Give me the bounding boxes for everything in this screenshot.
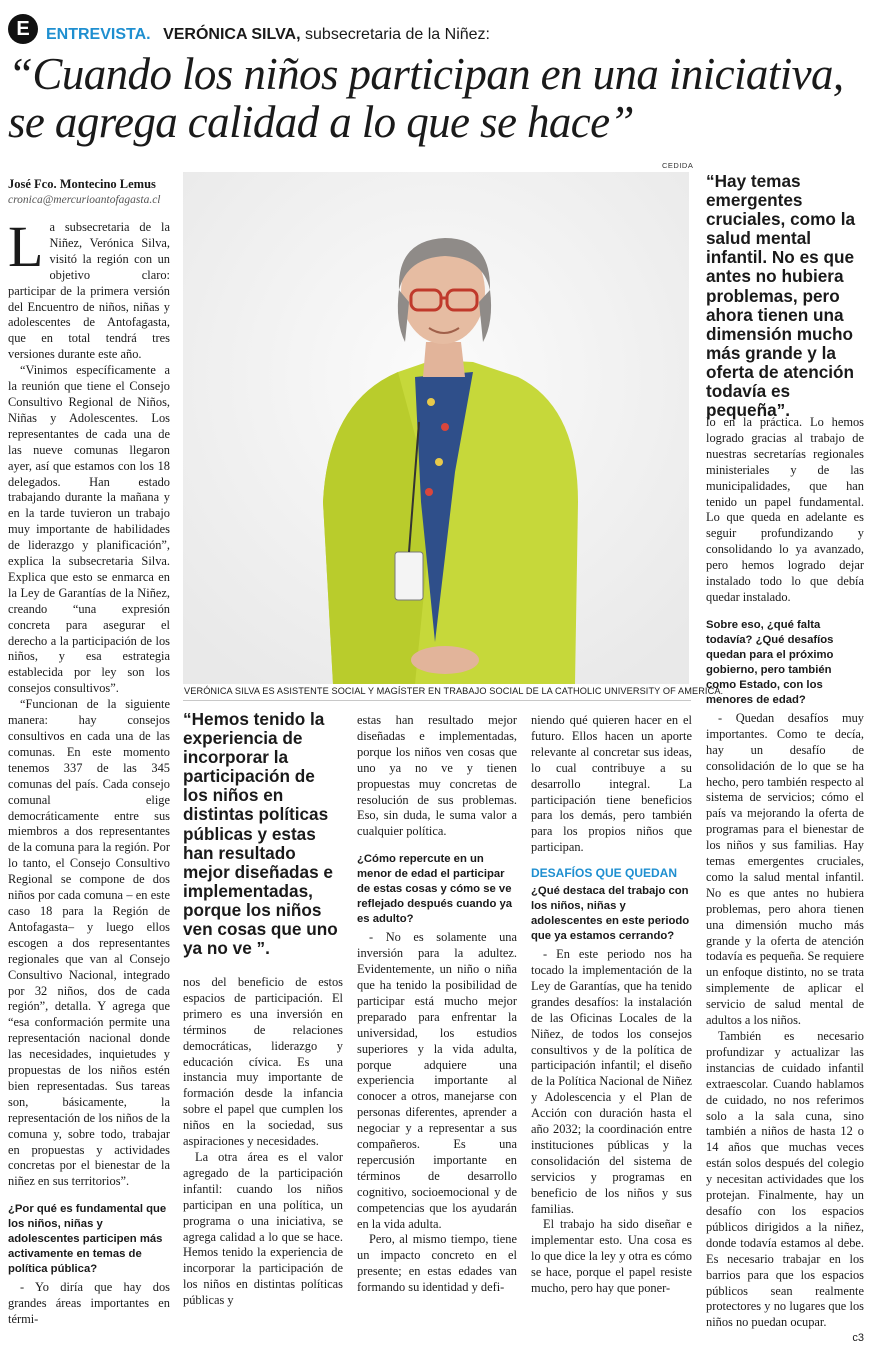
- paragraph: También es necesario profundizar y actualizar las instancias de cuidado infantil extraescolar. Cuando hablamos de cuidado, no nos referimos solo a la sala cuna, sino también a niños de hasta 12 o 14 años que muchas veces están solos después del colegio y necesitan actividades que los protejan. Finalmente, hay un desafío con los espacios públicos dirigidos a la niñez, donde todavía estamos al debe. Es necesario trabajar en los barrios para que los espacios públicos sean realmente protectores y no lugares que los niños no puedan ocupar.: [706, 1029, 864, 1330]
- column-3: [357, 713, 517, 1296]
- kicker: [46, 26, 490, 44]
- section-label: ENTREVISTA: [46, 26, 147, 43]
- interviewee-name: VERÓNICA SILVA,: [163, 26, 301, 43]
- paragraph: - Quedan desafíos muy importantes. Como te decía, hay un desafío de consolidación de lo que se ha hecho, pero también respecto al sistema de servicios; cómo el país va mejorando la oferta de programas para el bienestar de los niños y sus familias. Hay temas emergentes cruciales, como la salud mental infantil. No es que antes no hubiera problemas, pero ahora tienen una dimensión mucho más grande y la oferta de atención todavía es pequeña. Se requiere un enfoque distinto, no se trata simplemente de aplicar el servicio de salud mental de adultos a los niños.: [706, 710, 864, 1028]
- column-1: [8, 214, 170, 1328]
- paragraph: niendo qué quieren hacer en el futuro. Ellos hacen un aporte relevante al concretar sus ideas, lo cual contribuye a su desarrollo integral. La participación tiene beneficios para los demás, pero también para los propios niños que participan.: [531, 713, 692, 855]
- photo-credit: CEDIDA: [662, 161, 694, 170]
- caption-divider: [183, 700, 691, 701]
- headline: “Cuando los niños participan en una iniciativa, se agrega calidad a lo que se hace”: [8, 49, 844, 147]
- section-badge: E: [8, 14, 38, 44]
- portrait-illustration: [183, 172, 689, 684]
- portrait-photo: [183, 172, 689, 684]
- question: Sobre eso, ¿qué falta todavía? ¿Qué desafíos quedan para el próximo gobierno, pero también como Estado, con los menores de edad?: [706, 618, 834, 706]
- question: ¿Cómo repercute en un menor de edad el participar de estas cosas y cómo se ve reflejado después cuando ya es adulto?: [357, 853, 513, 926]
- paragraph: “Funcionan de la siguiente manera: hay consejos consultivos en cada una de las comunas. En este momento tenemos 337 de las 345 comunas del país. Cada consejo comunal elige democráticamente entre sus miembros a dos representantes de la comuna para la región. Por lo tanto, el Consejo Consultivo Regional se compone de dos niños por cada comuna – en este caso 18 para la Región de Antofagasta– y luego ellos escogen a dos representantes regionales que van al Consejo Consultivo Nacional, integrado por 32 niños, dos de cada región”, detalla. Y agrega que “esa conformación permite una representación nacional donde las necesidades, inquietudes y propuestas de los niños estén bien representadas. Sus tareas son, básicamente, la representación de los niños de la comuna y, sobre todo, trabajar en propuestas y actividades concretas por el bienestar de la niñez en sus territorios”.: [8, 697, 170, 1189]
- end-mark: c3: [852, 1332, 864, 1345]
- paragraph: El trabajo ha sido diseñar e implementar esto. Una cosa es lo que dice la ley y otra es cómo se hace, porque el papel resiste mucho, pero hay que poner-: [531, 1217, 692, 1296]
- paragraph: La otra área es el valor agregado de la participación infantil: cuando los niños participan en una política, un programa o una iniciativa, se agrega calidad a lo que se hace. Hemos tenido la experiencia de incorporar la participación de los niños en distintas políticas públicas y: [183, 1149, 343, 1308]
- pull-quote-right: “Hay temas emergentes cruciales, como la salud mental infantil. No es que antes no hubiera problemas, pero ahora tienen una dimensión mucho más grande y la oferta de atención todavía es pequeña”.: [706, 171, 856, 421]
- question: ¿Por qué es fundamental que los niños, niñas y adolescentes participen más activamente en temas de política pública?: [8, 1203, 167, 1276]
- column-5: [706, 415, 864, 1347]
- paragraph: - En este periodo nos ha tocado la implementación de la Ley de Garantías, que ha tenido grandes desafíos: la instalación de las Oficinas Locales de la Niñez, de todos los consejos consultivos y de la política de participación infantil; el diseño de la Política Nacional de Niñez y Adolescencia y el Plan de Acción con duración hasta el año 2032; la coordinación entre instituciones públicas y la consolidación del sistema de servicios y programas en beneficio de los niños y sus familias.: [531, 947, 692, 1216]
- paragraph: lo en la práctica. Lo hemos logrado gracias al trabajo de nuestras secretarías regionales ministeriales y de las municipalidades, que han tenido un papel fundamental. Lo que queda en adelante es seguir profundizando y consolidando lo ya avanzado, pero hemos logrado dejar instalado todo lo que debía quedar instalado.: [706, 415, 864, 604]
- column-2: [183, 975, 343, 1309]
- paragraph: - Yo diría que hay dos grandes áreas importantes en térmi-: [8, 1280, 170, 1327]
- question: ¿Qué destaca del trabajo con los niños, niñas y adolescentes en este periodo que ya estamos cerrando?: [531, 885, 690, 943]
- column-4: [531, 713, 692, 1297]
- photo-caption: VERÓNICA SILVA ES ASISTENTE SOCIAL Y MAGÍSTER EN TRABAJO SOCIAL DE LA CATHOLIC UNIVERSITY OF AMERICA.: [184, 686, 724, 696]
- paragraph: estas han resultado mejor diseñadas e implementadas, porque los niños ven cosas que uno ya no ve y tienen propuestas muy concretas de resolución de sus problemas. Eso, sin duda, le suma valor a cualquier política.: [357, 713, 517, 839]
- subheading: DESAFÍOS QUE QUEDAN: [531, 866, 678, 881]
- paragraph: Pero, al mismo tiempo, tiene un impacto concreto en el presente; en estas edades van formando su identidad y defi-: [357, 1232, 517, 1295]
- paragraph: La subsecretaria de la Niñez, Verónica Silva, visitó la región con un objetivo claro: participar de la primera versión del Encuentro de niños, niñas y adolescentes de Antofagasta, que en total tendrá tres versiones durante este año.: [8, 214, 170, 362]
- author: José Fco. Montecino Lemus: [8, 177, 156, 191]
- interviewee-role: subsecretaria de la Niñez:: [305, 26, 490, 43]
- section-dot: .: [146, 26, 151, 43]
- author-email: cronica@mercurioantofagasta.cl: [8, 194, 161, 206]
- paragraph: “Vinimos específicamente a la reunión que tiene el Consejo Consultivo Regional de Niños, Niñas y Adolescentes. Los representantes de cada una de las nueve comunas llegaron ayer, así que estamos con los 18 delegados. Han estado trabajando durante la mañana y en la tarde tuvieron un trabajo muy importante de habilidades de liderazgo y planificación”, explica la subsecretaria Silva. Explica que esto se enmarca en la Ley de Garantías de la Niñez, creando “una expresión concreta para asegurar el derecho a la participación de los niños, y esa estrategia establecida por ley son los consejos consultivos”.: [8, 363, 170, 696]
- drop-cap: L: [8, 214, 44, 279]
- paragraph: nos del beneficio de estos espacios de participación. El primero es una inversión en términos de relaciones democráticas, liderazgo y educación cívica. Es una instancia muy importante de formación desde la infancia sobre el papel que cumplen los niños en la sociedad, sus aspiraciones y necesidades.: [183, 975, 343, 1149]
- paragraph: - No es solamente una inversión para la adultez. Evidentemente, un niño o niña que ha tenido la posibilidad de participar está mucho mejor preparado para enfrentar la universidad, los estudios superiores y la vida adulta, porque adquiere una experiencia importante al conocer a otros, manejarse con personas diferentes, aprender a negociar y a representar a sus compañeros. Es una repercusión importante en términos de desarrollo cognitivo, socioemocional y de competencias que los ayudarán en la vida adulta.: [357, 930, 517, 1231]
- pull-quote: “Hemos tenido la experiencia de incorporar la participación de los niños en distintas políticas públicas y estas han resultado mejor diseñadas e implementadas, porque los niños ven cosas que uno ya no ve ”.: [183, 709, 338, 959]
